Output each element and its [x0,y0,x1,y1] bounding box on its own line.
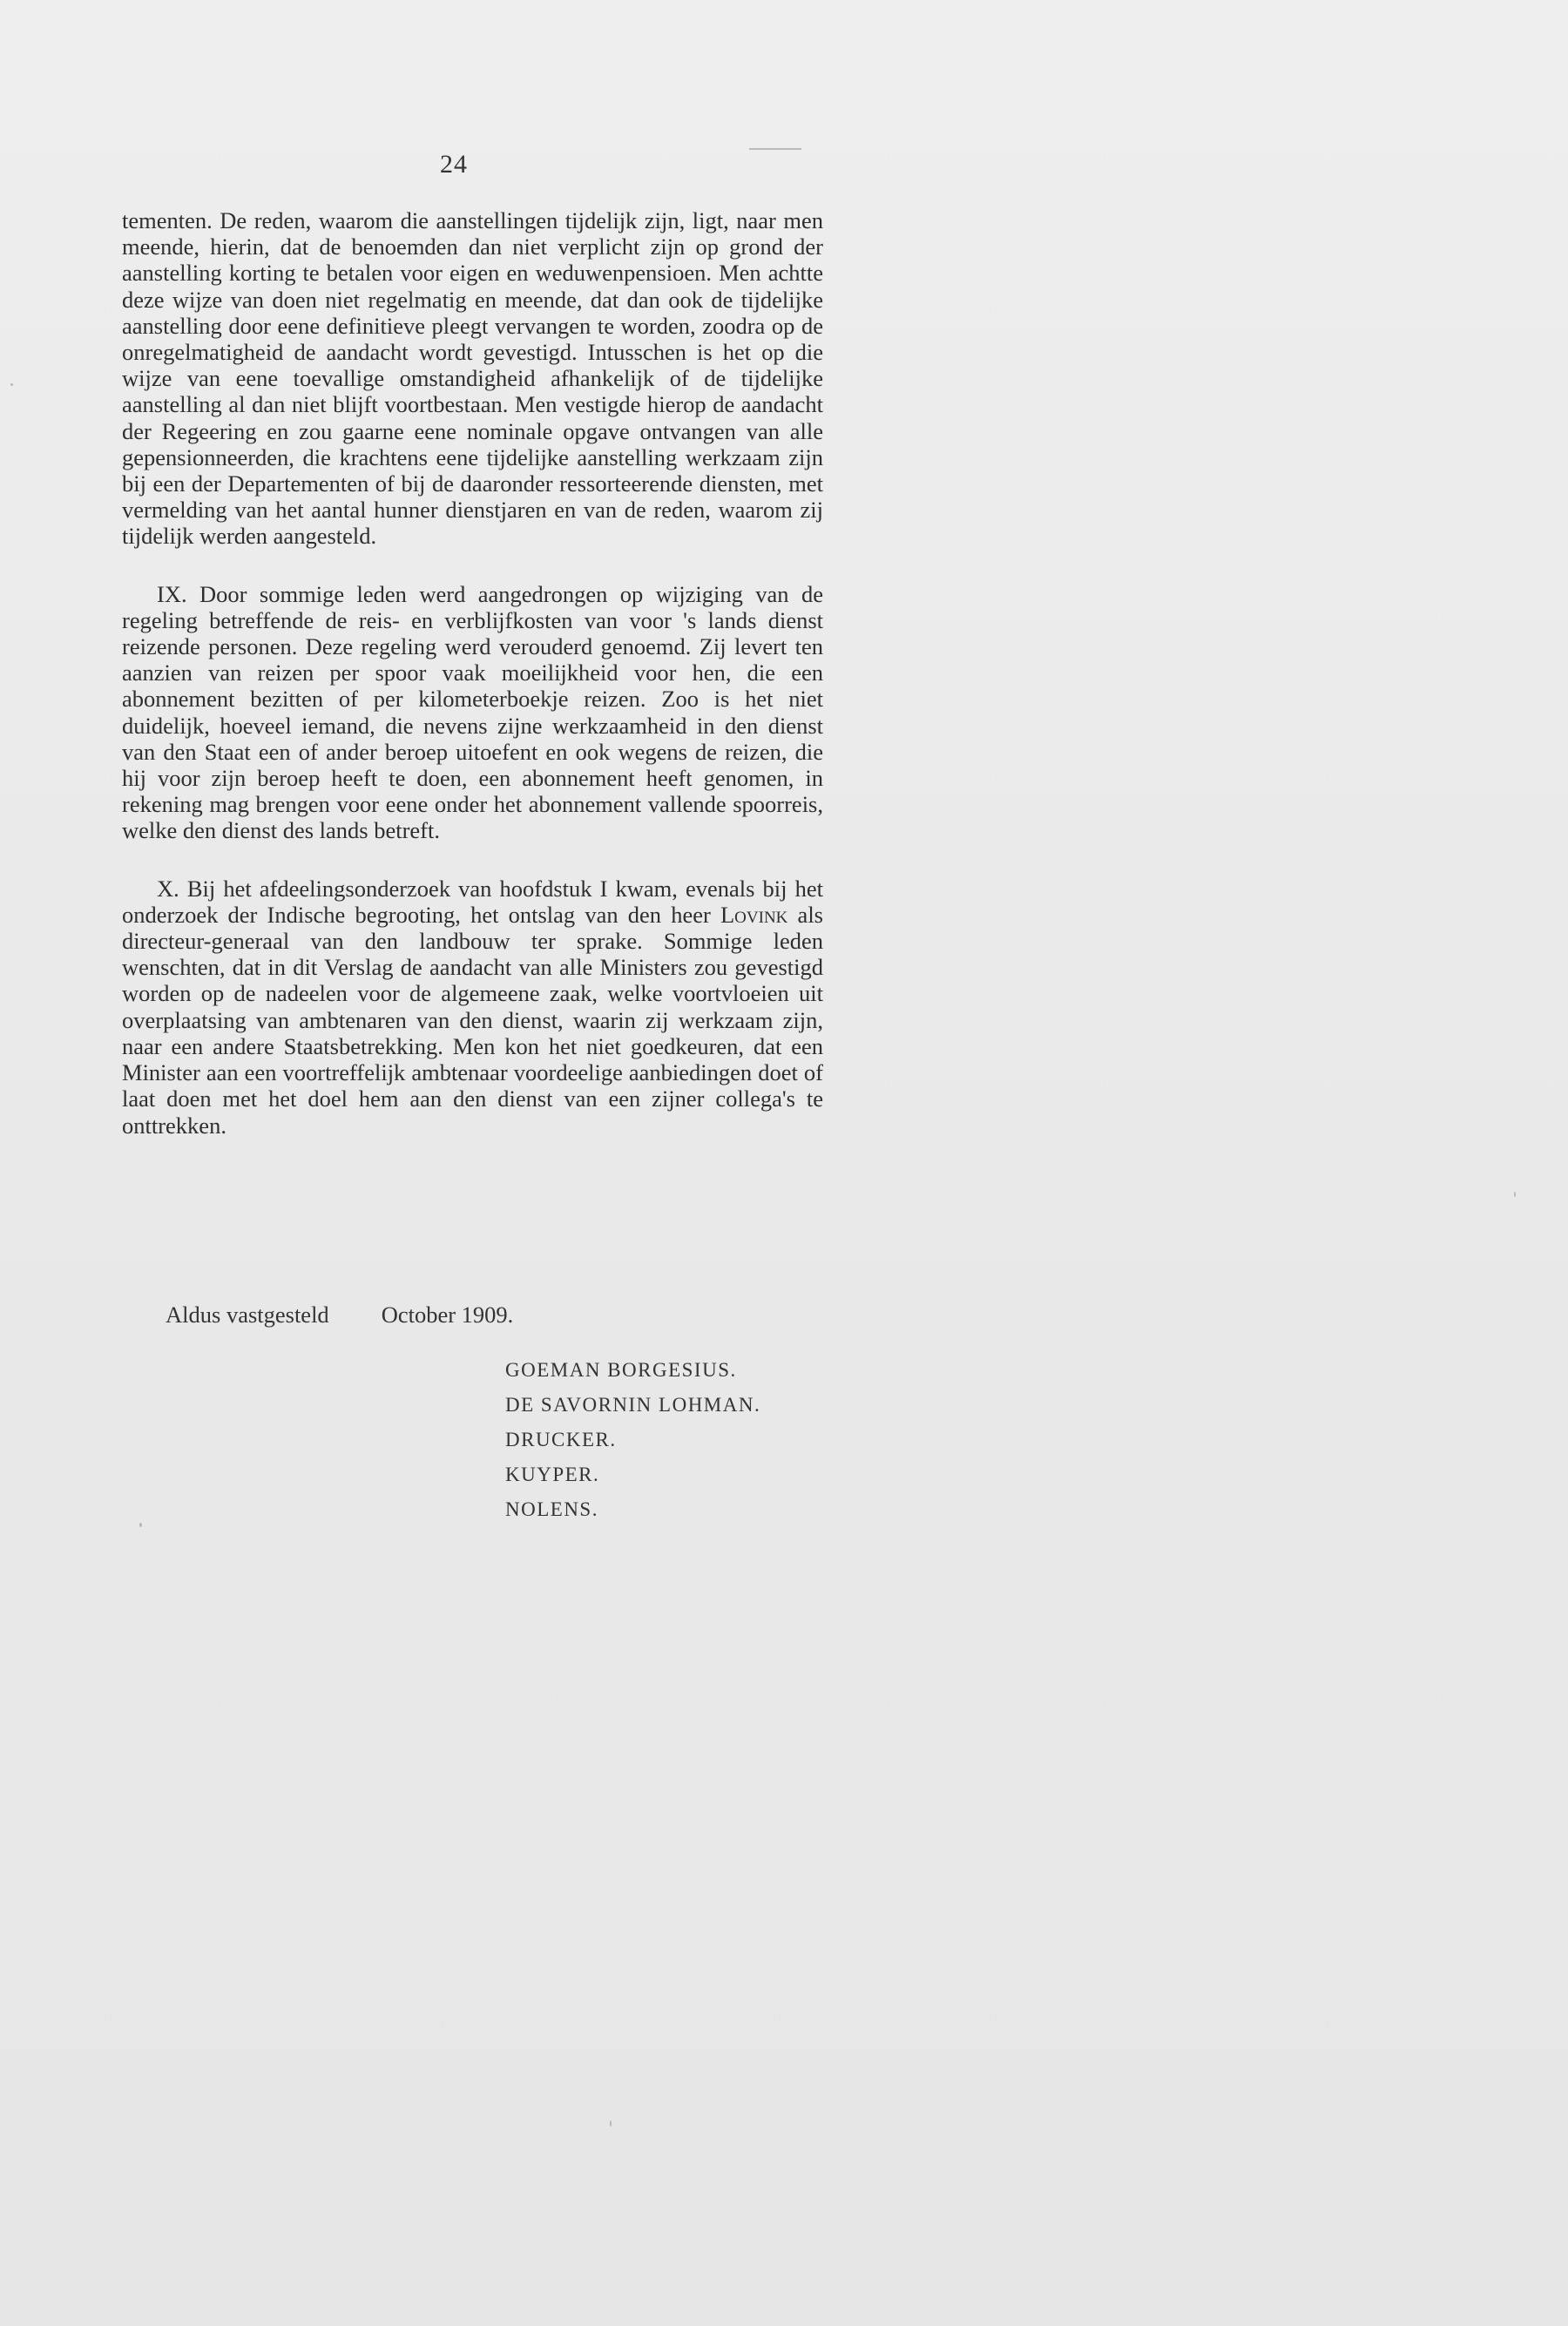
closing-date: October 1909. [381,1302,514,1328]
signature-name: DRUCKER. [505,1429,617,1450]
person-name-lovink: Lovink [720,901,788,928]
closing-line [166,1302,513,1329]
text-column [122,207,823,1139]
print-mark [749,148,801,150]
closing-label: Aldus vastgesteld [166,1302,329,1328]
paragraph-x-part-2: als directeur-generaal van den landbouw ter sprake. Sommige leden wenschten, dat in dit Verslag de aandacht van alle Ministers zou gevestigd worden op de nadeelen voor de algemeene zaak, welke voortvloeien uit overplaatsing van ambtenaren van den dienst, waarin zij werkzaam zijn, naar een andere Staatsbetrekking. Men kon het niet goedkeuren, dat een Minister aan een voortreffelijk ambtenaar voordeelige aanbiedingen doet of laat doen met het doel hem aan den dienst van een zijner collega's te onttrekken. [122,901,823,1139]
signature-name: KUYPER. [505,1464,600,1485]
paper-speck [1514,1192,1516,1197]
signature-block [505,1353,760,1527]
page-number: 24 [440,150,468,179]
paragraph-x-part-1: X. Bij het afdeelingsonderzoek van hoofdstuk I kwam, evenals bij het onderzoek der Indische begrooting, het ontslag van den heer [122,875,823,928]
paragraph-x-resignation [122,876,823,1139]
signature-name: NOLENS. [505,1498,598,1520]
paragraph-pensioners: tementen. De reden, waarom die aanstellingen tijdelijk zijn, ligt, naar men meende, hierin, dat de benoemden dan niet verplicht zijn op grond der aanstelling korting te betalen voor eigen en weduwenpensioen. Men achtte deze wijze van doen niet regelmatig en meende, dat dan ook de tijdelijke aanstelling door eene definitieve pleegt vervangen te worden, zoodra op de onregelmatigheid de aandacht wordt gevestigd. Intusschen is het op die wijze van eene toevallige omstandigheid afhankelijk of de tijdelijke aanstelling al dan niet blijft voortbestaan. Men vestigde hierop de aandacht der Regeering en zou gaarne eene nominale opgave ontvangen van alle gepensionneerden, die krachtens eene tijdelijke aanstelling werkzaam zijn bij een der Departementen of bij de daaronder ressorteerende diensten, met vermelding van het aantal hunner dienstjaren en van de reden, waarom zij tijdelijk werden aangesteld. [122,207,823,550]
signature-name: GOEMAN BORGESIUS. [505,1359,737,1381]
signature-name: DE SAVORNIN LOHMAN. [505,1394,761,1416]
paper-speck [610,2120,612,2127]
paragraph-ix-travel-costs: IX. Door sommige leden werd aangedrongen op wijziging van de regeling betreffende de reis- en verblijfkosten van voor 's lands dienst reizende personen. Deze regeling werd verouderd genoemd. Zij levert ten aanzien van reizen per spoor vaak moeilijkheid voor hen, die een abonnement bezitten of per kilometerboekje reizen. Zoo is het niet duidelijk, hoeveel iemand, die nevens zijne werkzaamheid in den dienst van den Staat een of ander beroep uitoefent en ook wegens de reizen, die hij voor zijn beroep heeft te doen, een abonnement heeft genomen, in rekening mag brengen voor eene onder het abonnement vallende spoorreis, welke den dienst des lands betreft. [122,580,823,844]
paper-speck [10,383,13,386]
paper-speck [139,1523,142,1527]
